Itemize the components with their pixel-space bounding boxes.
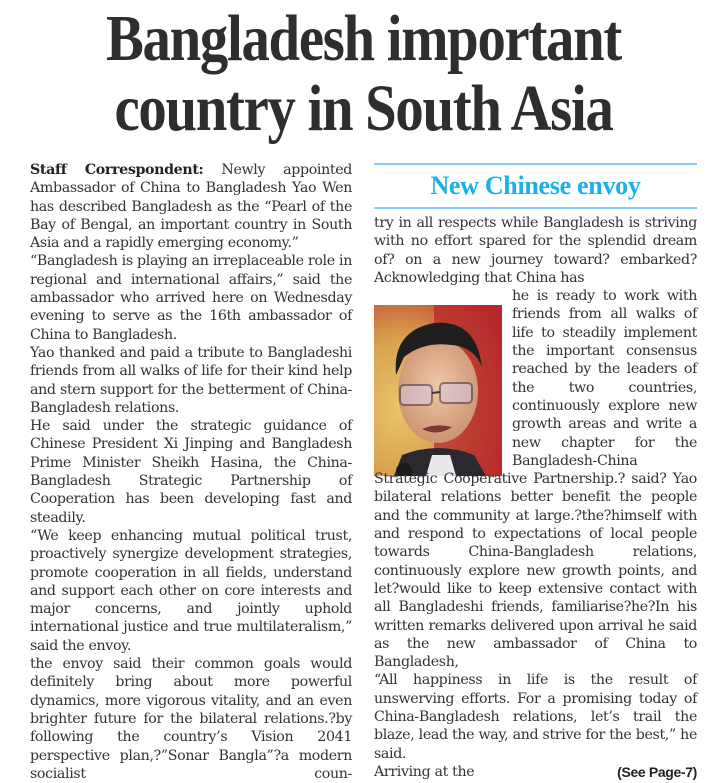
article-column-right	[374, 214, 697, 781]
lead-text: Newly appointed Ambassador of China to Bangladesh Yao Wen has described Bangladesh as the “Pearl of the Bay of Bengal, an important country in South Asia and a rapidly emerging economy.”	[30, 162, 352, 252]
paragraph: He said under the strategic guidance of Chinese President Xi Jinping and Bangladesh Prime Minister Sheikh Hasina, the China-Bangladesh Strategic Partnership of Cooperation has been developing fast and steadily.	[30, 418, 352, 526]
paragraph-lead	[30, 161, 352, 252]
headline	[51, 4, 676, 144]
paragraph-end: Arriving at the	[374, 763, 475, 780]
paragraph: the envoy said their common goals would definitely bring about more powerful dynamics, more vigorous vitality, and an even brighter future for the bilateral relations.?by following the country’s Vision 2041 perspective plan,?”Sonar Bangla”?a modern socialist coun-	[30, 656, 352, 782]
paragraph: “All happiness in life is the result of unswerving efforts. For a promising today of China-Bangladesh relations, let’s trail the blaze, lead the way, and strive for the best,” he said.	[374, 672, 697, 762]
section-kicker	[374, 163, 697, 209]
kicker-title: New Chinese envoy	[430, 171, 641, 200]
continued-on-page-link[interactable]: (See Page-7)	[617, 763, 697, 780]
headline-line-2: country in South Asia	[114, 72, 613, 145]
paragraph: “Bangladesh is playing an irreplaceable role in regional and international affairs,” said the ambassador who arrived here on Wednesday evening to serve as the 16th ambassador of China to Bangladesh.	[30, 253, 352, 343]
article-column-left	[30, 161, 352, 783]
headline-line-1: Bangladesh important	[105, 2, 622, 75]
paragraph: he is ready to work with friends from all walks of life to steadily implement the important consensus reached by the leaders of the two countries, continuously explore new growth areas and write a new chapter for the Bangladesh-China Strategic Cooperative Partnership.? said? Yao bilateral relations better benefit the people and the community at large.?the?himself with and respond to expectations of local people towards China-Bangladesh relations, continuously explore new growth points, and let?would like to keep extensive contact with all Bangladeshi friends, familiarise?he?In his written remarks delivered upon arrival he said as the new ambassador of China to Bangladesh,	[374, 288, 697, 671]
paragraph: “We keep enhancing mutual political trust, proactively synergize development strategies, promote cooperation in all fields, understand and support each other on core interests and major concerns, and jointly uphold international justice and true multilateralism,” said the envoy.	[30, 527, 352, 654]
paragraph: Yao thanked and paid a tribute to Bangladeshi friends from all walks of life for their kind help and stern support for the betterment of China-Bangladesh relations.	[30, 344, 352, 416]
photo-wrap-spacer	[374, 287, 512, 458]
byline: Staff Correspondent:	[30, 162, 204, 178]
paragraph: try in all respects while Bangladesh is striving with no effort spared for the splendid dream of? on a new journey toward? embarked? Acknowledging that China has	[374, 215, 697, 286]
closing-line	[374, 763, 697, 781]
